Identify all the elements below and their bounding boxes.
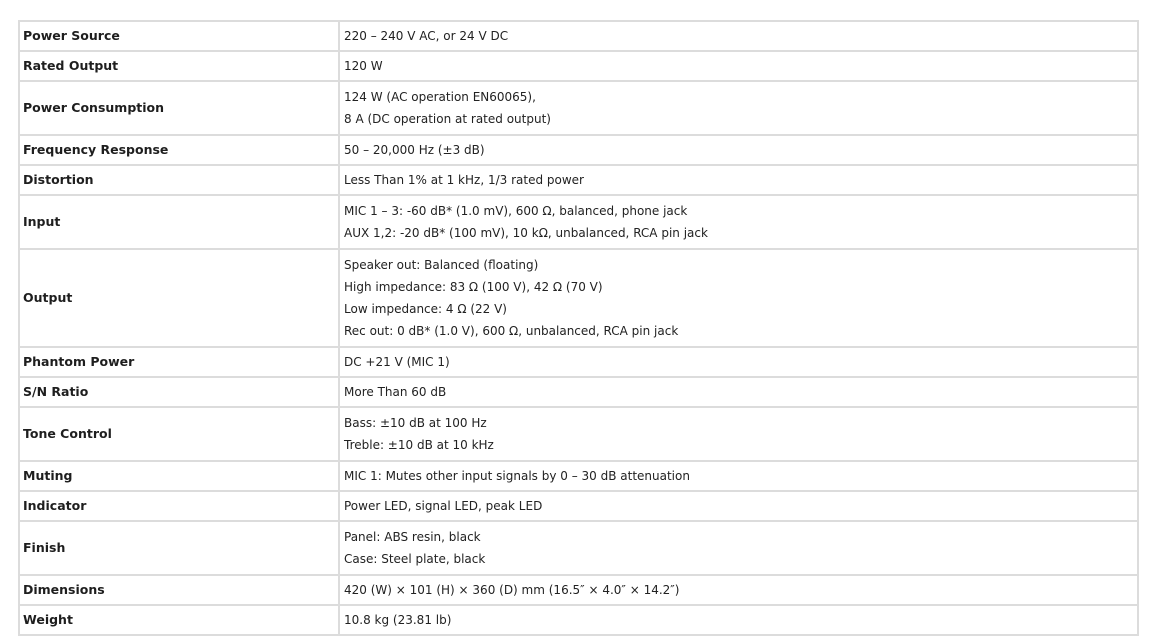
table-row xyxy=(20,82,1139,136)
spec-value-line: 420 (W) × 101 (H) × 360 (D) mm (16.5″ × 4.0″ × 14.2″) xyxy=(344,583,680,597)
spec-value xyxy=(340,606,1139,636)
spec-value xyxy=(340,136,1139,166)
spec-value xyxy=(340,250,1139,348)
spec-label: Tone Control xyxy=(20,408,340,462)
spec-label: Power Source xyxy=(20,22,340,52)
spec-label: Output xyxy=(20,250,340,348)
table-row xyxy=(20,136,1139,166)
spec-label: Rated Output xyxy=(20,52,340,82)
table-row xyxy=(20,166,1139,196)
table-row xyxy=(20,196,1139,250)
spec-label: Power Consumption xyxy=(20,82,340,136)
spec-value-line: Low impedance: 4 Ω (22 V) xyxy=(344,302,507,316)
spec-value xyxy=(340,408,1139,462)
spec-label: Input xyxy=(20,196,340,250)
spec-value xyxy=(340,22,1139,52)
spec-table-container xyxy=(18,20,1139,636)
spec-label: Dimensions xyxy=(20,576,340,606)
table-row xyxy=(20,408,1139,462)
spec-label: Weight xyxy=(20,606,340,636)
table-row xyxy=(20,522,1139,576)
spec-value xyxy=(340,196,1139,250)
spec-value xyxy=(340,52,1139,82)
spec-value-line: High impedance: 83 Ω (100 V), 42 Ω (70 V) xyxy=(344,280,603,294)
spec-value xyxy=(340,166,1139,196)
spec-value-line: Rec out: 0 dB* (1.0 V), 600 Ω, unbalanced, RCA pin jack xyxy=(344,324,679,338)
spec-value-line: 10.8 kg (23.81 lb) xyxy=(344,613,452,627)
spec-value xyxy=(340,576,1139,606)
table-row xyxy=(20,576,1139,606)
spec-value-line: Treble: ±10 dB at 10 kHz xyxy=(344,438,494,452)
spec-value-line: 50 – 20,000 Hz (±3 dB) xyxy=(344,143,485,157)
spec-label: Frequency Response xyxy=(20,136,340,166)
spec-value-line: 8 A (DC operation at rated output) xyxy=(344,112,551,126)
spec-label: Phantom Power xyxy=(20,348,340,378)
spec-label: Muting xyxy=(20,462,340,492)
spec-value-line: Less Than 1% at 1 kHz, 1/3 rated power xyxy=(344,173,584,187)
spec-value-line: Power LED, signal LED, peak LED xyxy=(344,499,543,513)
spec-value xyxy=(340,492,1139,522)
spec-value-line: 124 W (AC operation EN60065), xyxy=(344,90,536,104)
spec-value-line: Case: Steel plate, black xyxy=(344,552,486,566)
table-row xyxy=(20,250,1139,348)
spec-value xyxy=(340,82,1139,136)
spec-value-line: More Than 60 dB xyxy=(344,385,447,399)
table-row xyxy=(20,22,1139,52)
spec-value xyxy=(340,462,1139,492)
spec-value-line: AUX 1,2: -20 dB* (100 mV), 10 kΩ, unbalanced, RCA pin jack xyxy=(344,226,708,240)
spec-value-line: MIC 1 – 3: -60 dB* (1.0 mV), 600 Ω, balanced, phone jack xyxy=(344,204,688,218)
spec-value-line: DC +21 V (MIC 1) xyxy=(344,355,450,369)
spec-value-line: 120 W xyxy=(344,59,383,73)
spec-label: Finish xyxy=(20,522,340,576)
spec-value xyxy=(340,522,1139,576)
spec-value-line: MIC 1: Mutes other input signals by 0 – 30 dB attenuation xyxy=(344,469,690,483)
table-row xyxy=(20,348,1139,378)
spec-value-line: Bass: ±10 dB at 100 Hz xyxy=(344,416,487,430)
table-row xyxy=(20,378,1139,408)
spec-value xyxy=(340,348,1139,378)
spec-table xyxy=(18,20,1139,636)
table-row xyxy=(20,606,1139,636)
spec-value-line: Speaker out: Balanced (floating) xyxy=(344,258,539,272)
spec-label: Indicator xyxy=(20,492,340,522)
spec-value-line: Panel: ABS resin, black xyxy=(344,530,481,544)
spec-label: Distortion xyxy=(20,166,340,196)
table-row xyxy=(20,492,1139,522)
table-row xyxy=(20,462,1139,492)
spec-label: S/N Ratio xyxy=(20,378,340,408)
spec-value xyxy=(340,378,1139,408)
spec-value-line: 220 – 240 V AC, or 24 V DC xyxy=(344,29,509,43)
table-row xyxy=(20,52,1139,82)
